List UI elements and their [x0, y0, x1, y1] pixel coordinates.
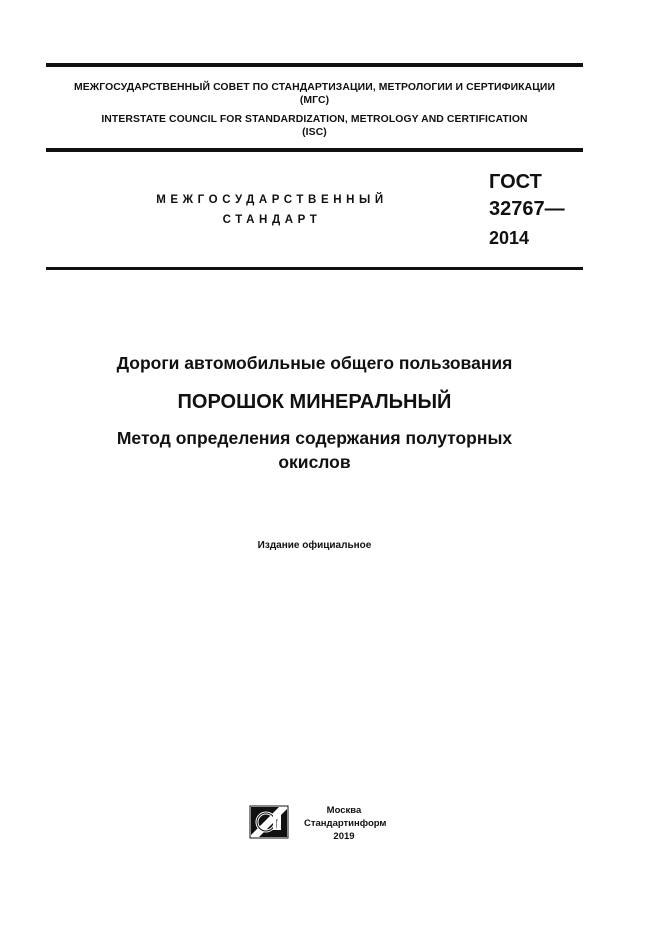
gost-year: 2014	[489, 228, 530, 248]
council-english	[46, 113, 583, 139]
document-title-line1: Дороги автомобильные общего пользования	[116, 353, 513, 373]
standartinform-logo-icon	[249, 805, 289, 839]
publisher-city: Москва	[326, 805, 362, 816]
bottom-rule	[46, 267, 583, 270]
document-title-line3: Метод определения содержания полуторных	[116, 428, 513, 448]
publisher-name: Стандартинформ	[304, 818, 387, 829]
council-english-name: INTERSTATE COUNCIL FOR STANDARDIZATION, METROLOGY AND CERTIFICATION	[101, 114, 528, 125]
council-english-abbr: (ISC)	[302, 127, 327, 138]
middle-rule	[46, 148, 583, 152]
standard-type-line2: СТАНДАРТ	[222, 214, 322, 226]
document-title-main: ПОРОШОК МИНЕРАЛЬНЫЙ	[177, 391, 452, 413]
council-russian-abbr: (МГС)	[299, 95, 330, 106]
top-rule	[46, 63, 583, 67]
gost-number: 32767—	[489, 198, 565, 220]
standard-type-line1: МЕЖГОСУДАРСТВЕННЫЙ	[156, 194, 388, 206]
document-title-line4: окислов	[278, 452, 351, 472]
official-edition-label: Издание официальное	[257, 540, 372, 551]
publisher-year: 2019	[333, 831, 355, 842]
council-russian-name: МЕЖГОСУДАРСТВЕННЫЙ СОВЕТ ПО СТАНДАРТИЗАЦИИ, МЕТРОЛОГИИ И СЕРТИФИКАЦИИ	[73, 82, 556, 93]
council-russian	[46, 81, 583, 107]
gost-prefix: ГОСТ	[489, 171, 542, 193]
